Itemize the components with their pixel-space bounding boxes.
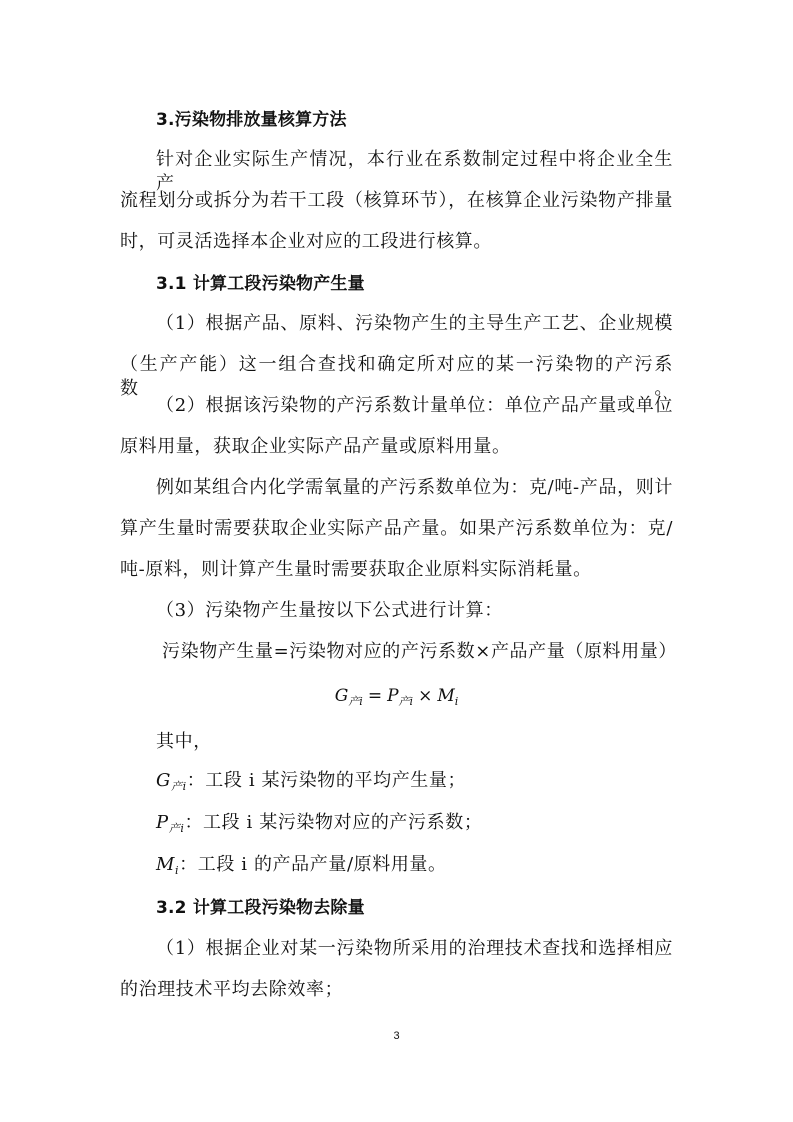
paragraph-line: 算产生量时需要获取企业实际产品产量。如果产污系数单位为：克/ (120, 518, 673, 539)
paragraph-line: （3）污染物产生量按以下公式进行计算： (156, 600, 503, 621)
formula-g: G (334, 686, 349, 706)
formula-text: 污染物产生量=污染物对应的产污系数×产品产量（原料用量） (162, 641, 677, 662)
formula-eq: = (367, 686, 383, 706)
section-3-2-heading: 3.2 计算工段污染物去除量 (156, 898, 365, 918)
paragraph-line: 时，可灵活选择本企业对应的工段进行核算。 (120, 231, 492, 252)
page-number: 3 (393, 1030, 400, 1042)
paragraph-line: 流程划分或拆分为若干工段（核算环节），在核算企业污染物产排量 (120, 190, 673, 211)
paragraph-line: 原料用量，获取企业实际产品产量或原料用量。 (120, 436, 511, 457)
def-symbol: P (156, 812, 169, 833)
formula-p: P (387, 686, 399, 706)
def-symbol-sub: 产i (170, 780, 187, 793)
formula-m-sub: i (454, 695, 459, 708)
paragraph-line: 针对企业实际生产情况，本行业在系数制定过程中将企业全生产 (156, 149, 673, 194)
def-symbol: M (156, 854, 176, 875)
formula-m: M (437, 686, 455, 706)
paragraph-line: 吨-原料，则计算产生量时需要获取企业原料实际消耗量。 (120, 559, 592, 580)
section-3-heading: 3.污染物排放量核算方法 (156, 110, 347, 130)
formula-times: × (418, 686, 433, 706)
formula-equation (0, 684, 793, 714)
paragraph-line: （1）根据企业对某一污染物所采用的治理技术查找和选择相应 (156, 938, 673, 959)
definition-m (156, 853, 673, 883)
paragraph-line: （1）根据产品、原料、污染物产生的主导生产工艺、企业规模 (156, 313, 673, 334)
def-text: ：工段 i 某污染物对应的产污系数； (184, 812, 483, 833)
def-symbol-sub: 产i (168, 822, 185, 835)
paragraph-line: 的治理技术平均去除效率； (120, 979, 344, 1000)
paragraph-line: （2）根据该污染物的产污系数计量单位：单位产品产量或单位 (156, 395, 673, 416)
def-symbol-sub: i (175, 864, 180, 877)
def-symbol: G (156, 770, 171, 791)
paragraph-line: 例如某组合内化学需氧量的产污系数单位为：克/吨-产品，则计 (156, 477, 673, 498)
paragraph-line: （生产产能）这一组合查找和确定所对应的某一污染物的产污系数。 (120, 354, 673, 399)
definition-p (156, 811, 673, 841)
formula-p-sub: 产i (398, 695, 414, 708)
def-text: ：工段 i 某污染物的平均产生量； (186, 770, 467, 791)
definition-g (156, 769, 673, 799)
formula-g-sub: 产i (348, 695, 363, 708)
def-text: ：工段 i 的产品产量/原料用量。 (179, 854, 447, 875)
paragraph-line: 其中， (156, 731, 212, 752)
section-3-1-heading: 3.1 计算工段污染物产生量 (156, 274, 365, 294)
